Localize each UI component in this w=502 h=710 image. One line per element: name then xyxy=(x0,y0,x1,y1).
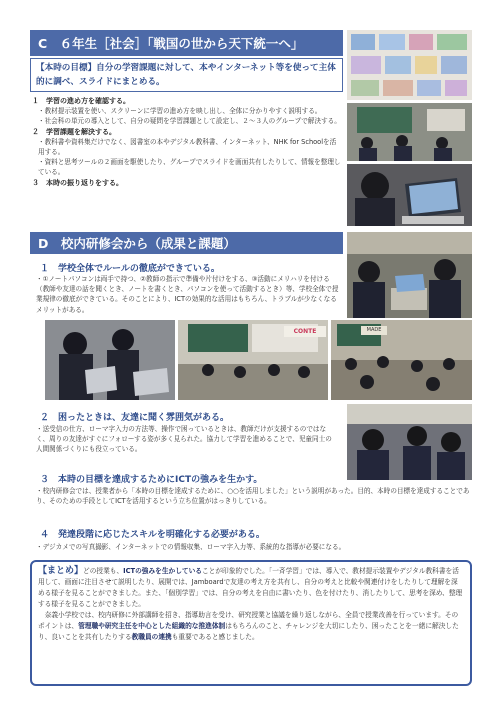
summary-paragraph-2 xyxy=(38,610,464,643)
summary-text: ことが印象的でした。「一斉学習」では、導入で、教材提示装置やデジタル教科書を活用して、画面に注目させて説明したり、展開では、Jamboardで友達の考え方を共有し、自分の考えと比較や関連付けをしたりして理解を深める様子を見ることができました。また、「個別学習」では、自分の考えを自由に書いたり、色を付けたり、消したりして、思考を深め、整理する様子を見ることができました。 xyxy=(38,567,463,608)
step2-heading: ２ 学習課題を解決する。 xyxy=(32,127,116,136)
photo-students-desks xyxy=(331,320,472,400)
summary-title: 【まとめ】 xyxy=(38,566,84,576)
step3-heading: ３ 本時の振り返りをする。 xyxy=(32,178,123,187)
section-c-header xyxy=(30,30,343,56)
help-heading: ２ 困ったときは、友達に聞く雰囲気がある。 xyxy=(40,413,230,423)
summary-emphasis: 管理職や研究主任を中心とした組織的な推進体制 xyxy=(78,622,226,630)
help-text: ・送受信の仕方、ローマ字入力の方法等、操作で困っているときは、教師だけが支援するのではなく、周りの友達がすぐにフォローする姿が多く見られた。協力して学習を進めることで、児童同士の人間関係づくりにも役立っている。 xyxy=(36,425,332,454)
summary-box xyxy=(30,560,472,686)
lesson-aim: 【本時の目標】自分の学習課題に対して、本やインターネット等を使って主体的に調べ、スライドにまとめる。 xyxy=(30,58,343,92)
skills-text: ・デジカメでの写真撮影、インターネットでの情報収集、ローマ字入力等、系統的な指導が必要になる。 xyxy=(36,543,346,551)
classroom-illustration xyxy=(347,103,472,161)
step2-item: ・資料と思考ツールの２画面を駆使したり、グループでスライドを画面共有したりして、情報を整理している。 xyxy=(38,158,341,177)
skills-heading: ４ 発達段階に応じたスキルを明確化する必要がある。 xyxy=(40,530,265,540)
section-c-title: C ６年生［社会］「戦国の世から天下統一へ」 xyxy=(38,36,304,51)
photo-classroom-students xyxy=(347,103,472,161)
photo-group-tablets xyxy=(347,232,472,318)
rule-text: ・①ノートパソコンは両手で持つ、②教師の指示で準備や片付けをする、③活動にメリハリを付ける（教師や友達の話を聞くとき、ノートを書くとき、パソコンを使って活動するとき）等、学校全体で授業規律の徹底ができている。そのことにより、ICTの効果的な活用はもちろん、トラブルが少なくなるメリットがある。 xyxy=(36,275,339,314)
section-d-header xyxy=(30,232,343,254)
photo-banner-text: CONTE xyxy=(284,326,326,337)
lesson-steps xyxy=(32,96,342,188)
ict-text: ・校内研修会では、授業者から「本時の目標を達成するために、○○を活用しました」という説明があった。目的、本時の目標を達成することであり、そのための手段としてICTを活用するという立ち位置がはっきりしている。 xyxy=(36,487,470,506)
ict-heading: ３ 本時の目標を達成するためにICTの強みを生かす。 xyxy=(40,475,263,485)
summary-emphasis: 教職員の連携 xyxy=(131,633,172,641)
step1-item: ・教材提示装置を使い、スクリーンに学習の進め方を映し出し、全体に分かりやすく説明する。 xyxy=(38,107,322,116)
summary-text: どの授業も、 xyxy=(83,567,124,575)
photo-board-text: MADE xyxy=(361,326,387,335)
summary-text: も重要であると感じました。 xyxy=(171,633,259,641)
photo-student-laptop xyxy=(347,164,472,226)
photo-students-laptops xyxy=(45,320,175,400)
summary-text: 奈義小学校では、校内研修に外部講師を招き、指導助言を受け、研究授業と協議を繰り返しながら、全員で授業改善を行っています。そのポイントは、 xyxy=(38,611,459,630)
students-laptops-illustration xyxy=(45,320,175,400)
summary-text: はもちろんのこと、チャレンジを大切にしたり、困ったことを一緒に解決したり、良いことを共有したりする xyxy=(38,622,459,641)
summary-paragraph-1 xyxy=(38,566,464,610)
whiteboard-illustration xyxy=(347,30,472,100)
students-desks-illustration xyxy=(331,320,472,400)
photo-whiteboard-slides xyxy=(347,30,472,100)
summary-emphasis: ICTの強みを生かしている xyxy=(123,567,202,575)
rule-heading: １ 学校全体でルールの徹底ができている。 xyxy=(40,264,220,274)
step2-item: ・教科書や資料集だけでなく、図書室の本やデジタル教科書、インターネット、NHK for Schoolを活用する。 xyxy=(38,137,337,157)
section-d-title: D 校内研修会から（成果と課題） xyxy=(38,236,236,251)
laptop-illustration xyxy=(347,164,472,226)
peer-support-illustration xyxy=(347,404,472,480)
group-illustration xyxy=(347,232,472,318)
step1-item: ・社会科の単元の導入として、自分の疑問を学習課題として設定し、２～３人のグループで解決する。 xyxy=(38,117,341,126)
step1-heading: １ 学習の進め方を確認する。 xyxy=(32,97,130,105)
photo-peer-support xyxy=(347,404,472,480)
